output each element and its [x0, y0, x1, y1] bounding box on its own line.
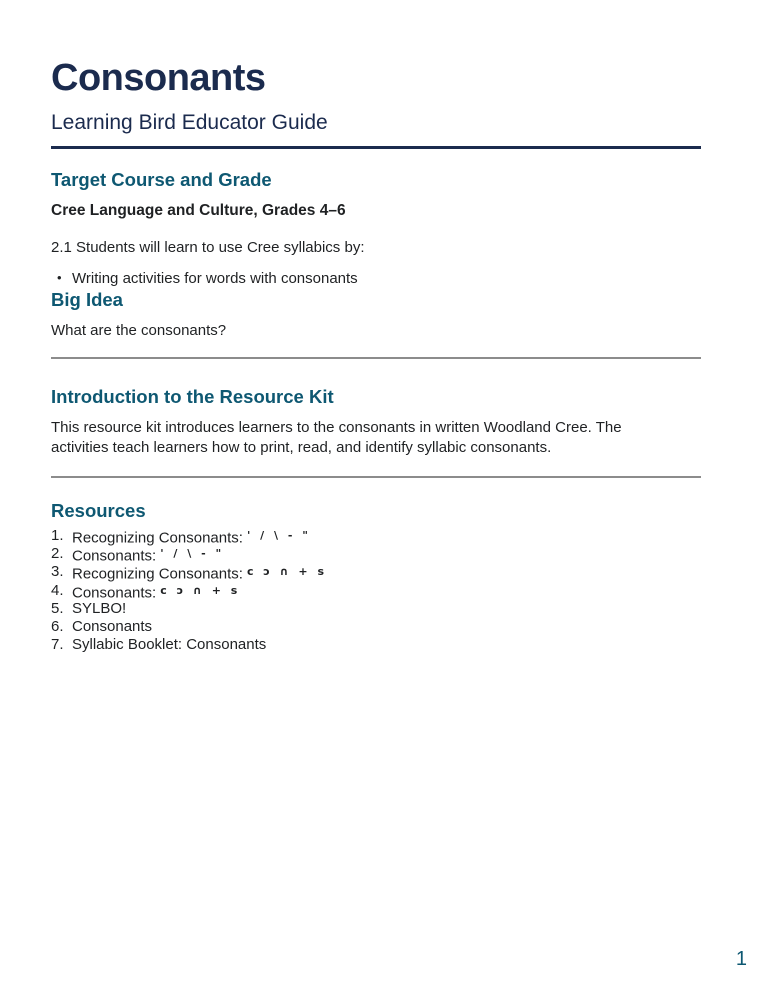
list-label: SYLBO!	[72, 599, 127, 617]
list-label: Recognizing Consonants: $^{c ɔ \cap + s}$	[72, 565, 328, 583]
page-subtitle: Learning Bird Educator Guide	[51, 111, 328, 134]
page-title: Consonants	[51, 57, 266, 99]
course-and-grade: Cree Language and Culture, Grades 4–6	[51, 202, 346, 219]
section-heading-target-course: Target Course and Grade	[51, 169, 272, 190]
syllabic-finals: ' / \ - "	[160, 547, 225, 561]
list-number: 4.	[51, 581, 64, 599]
syllabic-finals: c ɔ ∩ + s	[160, 583, 241, 597]
list-number: 6.	[51, 617, 64, 635]
paragraph-line: activities teach learners how to print, read, and identify syllabic consonants.	[51, 438, 552, 456]
resources-list	[51, 527, 701, 654]
page-number: 1	[735, 948, 747, 970]
section-divider	[51, 476, 701, 478]
objective-bullet-item	[51, 270, 701, 289]
section-heading-big-idea: Big Idea	[51, 289, 123, 310]
introduction-paragraph	[51, 418, 701, 457]
list-label: Recognizing Consonants: ' / \ - "	[72, 529, 311, 547]
paragraph-line: This resource kit introduces learners to the consonants in written Woodland Cree. The	[51, 419, 622, 436]
list-item	[51, 527, 701, 545]
learning-objective: 2.1 Students will learn to use Cree syllabics by:	[51, 239, 365, 256]
section-heading-introduction: Introduction to the Resource Kit	[51, 386, 334, 407]
syllabic-finals: c ɔ ∩ + s	[246, 565, 328, 579]
big-idea-question: What are the consonants?	[51, 322, 227, 339]
list-number: 2.	[51, 545, 64, 563]
list-item	[51, 636, 701, 654]
list-item	[51, 600, 701, 618]
list-label: Consonants	[72, 617, 153, 635]
title-divider	[51, 146, 701, 149]
syllabic-finals: ' / \ - "	[246, 529, 311, 542]
section-divider	[51, 357, 701, 359]
list-number: 7.	[51, 636, 64, 654]
list-number: 1.	[51, 527, 64, 544]
list-label: Consonants: ' / \ - "	[72, 547, 225, 565]
section-heading-resources: Resources	[51, 500, 146, 521]
list-label: Consonants: $^{c ɔ \cap + s}$	[72, 583, 241, 602]
bullet-icon: •	[57, 270, 62, 285]
list-item	[51, 582, 701, 600]
list-item	[51, 545, 701, 563]
list-item	[51, 563, 701, 581]
list-number: 5.	[51, 599, 64, 617]
bullet-text: Writing activities for words with consonants	[72, 270, 358, 287]
list-item	[51, 618, 701, 636]
list-number: 3.	[51, 563, 64, 581]
list-label: Syllabic Booklet: Consonants	[72, 636, 267, 654]
